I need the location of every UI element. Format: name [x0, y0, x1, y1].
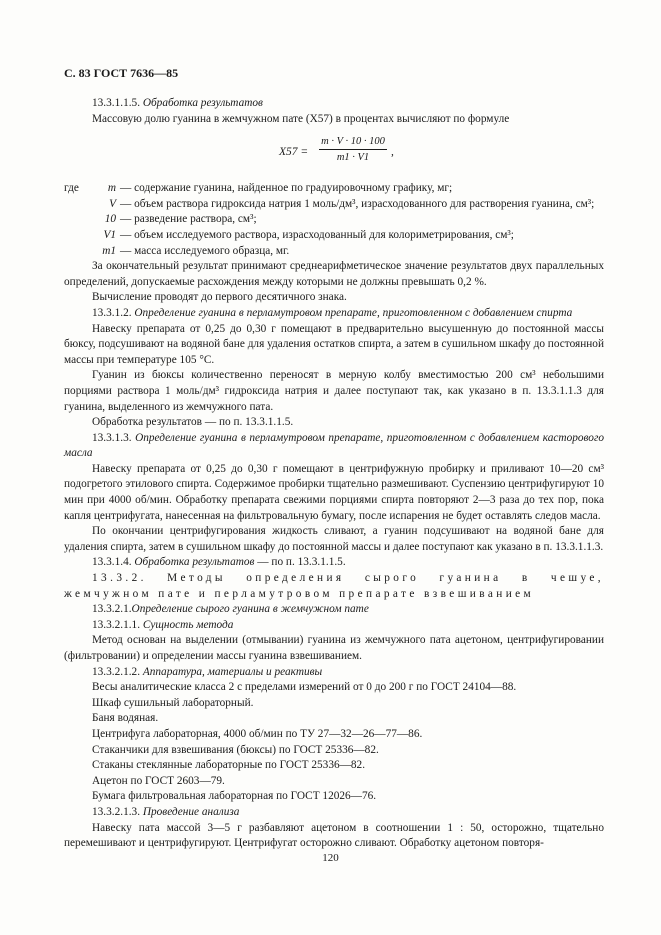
formula-comma: , — [391, 146, 394, 159]
page-body — [64, 96, 604, 852]
definition-symbol: 10 — [104, 213, 116, 226]
section-13-3-2-1-1-heading — [64, 618, 604, 634]
section-13-3-2-1-heading — [64, 602, 604, 618]
section-13-3-1-4-heading — [64, 555, 604, 571]
paragraph: Навеску пата массой 3—5 г разбавляют ацетоном в соотношении 1 : 50, осторожно, тщательно перемешивают и центрифугируют. Центрифугат осторожно сливают. Обработку ацетоном повторя- — [64, 821, 604, 850]
definition-row — [64, 244, 604, 260]
formula-numerator: m · V · 10 · 100 — [319, 135, 387, 150]
equipment-item: Центрифуга лабораторная, 4000 об/мин по ТУ 27—32—26—77—86. — [92, 727, 423, 740]
paragraph: Навеску препарата от 0,25 до 0,30 г помещают в центрифужную пробирку и приливают 10—20 см³ подогретого этилового спирта. Содержимое пробирки тщательно размешивают. Суспензию центрифугируют 10 мин при 4000 об/мин. Обработку препарата свежими порциями спирта повторяют 2—3 раза до тех пор, пока капля центрифугата, нанесенная на фильтровальную бумагу, после испарения не будет оставлять следов масла. — [64, 462, 604, 522]
section-13-3-2-1-3-heading — [64, 805, 604, 821]
definition-text: — содержание гуанина, найденное по градуировочному графику, мг; — [120, 182, 453, 195]
section-number: 13.3.1.3. — [92, 431, 132, 444]
section-13-3-1-1-5-heading — [64, 96, 604, 112]
section-title: Обработка результатов — [134, 556, 255, 569]
paragraph: Вычисление проводят до первого десятичного знака. — [92, 291, 347, 304]
equipment-item: Стаканчики для взвешивания (бюксы) по ГОСТ 25336—82. — [92, 743, 379, 756]
paragraph: Навеску препарата от 0,25 до 0,30 г помещают в предварительно высушенную до постоянной массы бюксу, подсушивают на водяной бане для удаления остатков спирта, а затем в сушильном шкафу до постоянной массы при температуре 105 °С. — [64, 322, 604, 366]
definition-row — [64, 212, 604, 228]
definition-text: — объем исследуемого раствора, израсходованный для колориметрирования, см³; — [120, 228, 514, 241]
equipment-item: Шкаф сушильный лабораторный. — [92, 696, 254, 709]
definition-prefix — [64, 212, 102, 228]
equipment-item: Весы аналитические класса 2 с пределами измерений от 0 до 200 г по ГОСТ 24104—88. — [92, 681, 517, 694]
section-13-3-2-heading: 13.3.2. Методы определения сырого гуанина в чешуе, жемчужном пате и перламутровом препарате взвешиванием — [64, 572, 604, 600]
formula-denominator: m1 · V1 — [336, 152, 370, 164]
formula-block — [64, 127, 604, 177]
definitions-list — [64, 181, 604, 259]
definition-prefix — [64, 197, 102, 213]
section-13-3-2-1-2-heading — [64, 665, 604, 681]
definition-symbol: m1 — [102, 244, 116, 257]
section-13-3-1-3-heading — [64, 431, 604, 462]
section-title: Определение гуанина в перламутровом препарате, приготовленном с добавлением касторового масла — [64, 431, 604, 460]
definition-symbol: V1 — [103, 228, 116, 241]
paragraph: Метод основан на выделении (отмывании) гуанина из жемчужного пата ацетоном, центрифугировании (фильтровании) и определении массы гуанина взвешиванием. — [64, 634, 604, 662]
formula-fraction — [319, 135, 387, 164]
definition-text: — объем раствора гидроксида натрия 1 моль/дм³, израсходованного для растворения гуанина, см³; — [120, 197, 595, 210]
paragraph: За окончательный результат принимают среднеарифметическое значение результатов двух параллельных определений, допускаемые расхождения между которыми не должны превышать 0,2 %. — [64, 260, 604, 288]
section-title: Аппаратура, материалы и реактивы — [142, 665, 323, 678]
section-title: Сущность метода — [142, 618, 234, 631]
paragraph: По окончании центрифугирования жидкость сливают, а гуанин подсушивают на водяной бане для удаления спирта, затем в сушильном шкафу до постоянной массы и далее поступают как указано в п. 13.3.1.1.3. — [64, 525, 604, 553]
section-title: Обработка результатов — [142, 97, 263, 109]
section-number: 13.3.1.1.5. — [92, 97, 141, 109]
page-number: 120 — [322, 852, 339, 864]
equipment-item: Ацетон по ГОСТ 2603—79. — [92, 774, 225, 787]
equipment-item: Баня водяная. — [92, 712, 159, 725]
definition-row — [64, 197, 604, 213]
section-number: 13.3.2.1. — [92, 603, 132, 616]
definition-row — [64, 228, 604, 244]
section-number: 13.3.1.2. — [92, 306, 132, 319]
equipment-item: Стаканы стеклянные лабораторные по ГОСТ 25336—82. — [92, 759, 366, 772]
section-reference: — по п. 13.3.1.1.5. — [257, 556, 346, 569]
section-number: 13.3.2.1.2. — [92, 665, 141, 678]
section-number: 13.3.2.1.3. — [92, 805, 141, 818]
definition-text: — разведение раствора, см³; — [120, 213, 257, 226]
definition-symbol: m — [107, 182, 116, 195]
definition-prefix — [64, 244, 102, 260]
formula-lhs: X57 = — [279, 146, 309, 159]
page-header: С. 83 ГОСТ 7636—85 — [64, 66, 179, 80]
definition-symbol: V — [109, 197, 116, 210]
section-number: 13.3.2.1.1. — [92, 618, 141, 631]
section-title: Определение гуанина в перламутровом препарате, приготовленном с добавлением спирта — [134, 306, 573, 319]
definition-row — [64, 181, 604, 197]
equipment-item: Бумага фильтровальная лабораторная по ГОСТ 12026—76. — [92, 790, 377, 803]
section-title: Определение сырого гуанина в жемчужном пате — [131, 603, 369, 616]
definition-prefix — [64, 228, 102, 244]
paragraph: Обработка результатов — по п. 13.3.1.1.5. — [92, 416, 294, 429]
section-title: Проведение анализа — [142, 805, 240, 818]
definition-text: — масса исследуемого образца, мг. — [120, 244, 290, 257]
section-13-3-1-2-heading — [64, 306, 604, 322]
formula-intro: Массовую долю гуанина в жемчужном пате (X57) в процентах вычисляют по формуле — [92, 112, 510, 125]
definition-prefix: где — [64, 182, 79, 195]
section-number: 13.3.1.4. — [92, 556, 132, 569]
paragraph: Гуанин из бюксы количественно переносят в мерную колбу вместимостью 200 см³ небольшими порциями раствора 1 моль/дм³ гидроксида натрия и далее поступают так, как указано в п. 13.3.1.1.3 для гуанина, выделенного из жемчужного пата. — [64, 369, 604, 413]
